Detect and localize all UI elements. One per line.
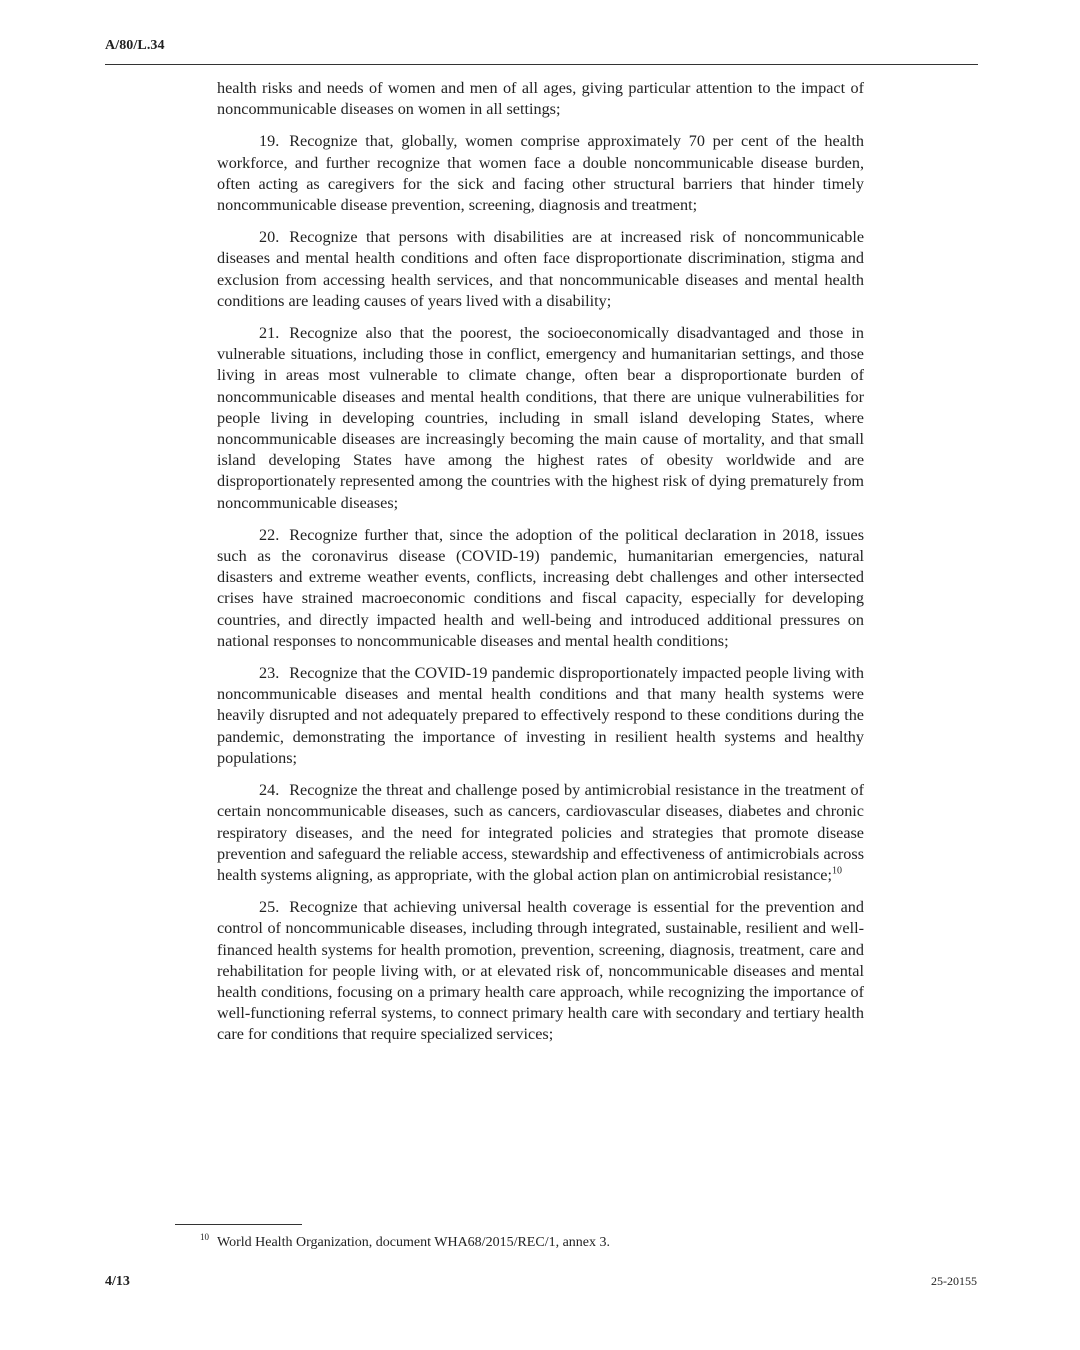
- footnote-reference[interactable]: 10: [831, 865, 842, 877]
- paragraph-number: 25.: [259, 898, 280, 917]
- paragraph-text: Recognize further that, since the adoption of the political declaration in 2018, issues such as the coronavirus disease (COVID-19) pandemic, humanitarian emergencies, natural disasters and extreme weather events, conflicts, increasing debt challenges and other intersected crises have strained macroeconomic conditions and fiscal capacity, especially for developing countries, and directly impacted health and well-being and introduced additional pressures on national responses to noncommunicable diseases and mental health conditions;: [217, 525, 864, 650]
- paragraph-number: 20.: [259, 228, 280, 247]
- paragraph-24: [217, 780, 864, 886]
- footnote: [200, 1234, 880, 1252]
- paragraph-23: [217, 663, 864, 769]
- paragraph-25: [217, 897, 864, 1045]
- paragraph-text: Recognize that achieving universal health coverage is essential for the prevention and control of noncommunicable diseases, including through integrated, sustainable, resilient and well-financed health systems for health promotion, prevention, screening, diagnosis, treatment, care and rehabilitation for people living with, or at elevated risk of, noncommunicable diseases and mental health conditions, focusing on a primary health care approach, while recognizing the importance of well-functioning referral systems, to connect primary health care with secondary and tertiary health care for conditions that require specialized services;: [217, 898, 864, 1044]
- job-number: 25-20155: [931, 1274, 977, 1288]
- paragraph-number: 22.: [259, 525, 280, 544]
- footnote-marker: 10: [200, 1232, 209, 1243]
- paragraph-20: [217, 227, 864, 312]
- paragraph-number: 24.: [259, 781, 280, 800]
- footnote-text: World Health Organization, document WHA68/2015/REC/1, annex 3.: [217, 1235, 611, 1250]
- paragraph-text: Recognize that, globally, women comprise approximately 70 per cent of the health workforce, and further recognize that women face a double noncommunicable disease burden, often acting as caregivers for the sick and facing other structural barriers that hinder timely noncommunicable disease prevention, screening, diagnosis and treatment;: [217, 132, 864, 215]
- header-rule: [105, 64, 978, 65]
- paragraph-21: [217, 323, 864, 514]
- lead-paragraph: health risks and needs of women and men of all ages, giving particular attention to the impact of noncommunicable diseases on women in all settings;: [217, 79, 864, 119]
- paragraph-number: 23.: [259, 664, 280, 683]
- paragraph-22: [217, 525, 864, 652]
- paragraph-number: 21.: [259, 324, 280, 343]
- document-symbol: A/80/L.34: [105, 38, 165, 53]
- paragraph-text: Recognize that persons with disabilities are at increased risk of noncommunicable diseases and mental health conditions and often face disproportionate discrimination, stigma and exclusion from accessing health services, and that noncommunicable diseases and mental health conditions are leading causes of years lived with a disability;: [217, 228, 864, 310]
- paragraph-text: Recognize the threat and challenge posed by antimicrobial resistance in the treatment of certain noncommunicable diseases, such as cancers, cardiovascular diseases, diabetes and chronic respiratory diseases, and the need for integrated policies and strategies that promote disease prevention and safeguard the reliable access, stewardship and effectiveness of antimicrobials across health systems aligning, as appropriate, with the global action plan on antimicrobial resistance;: [217, 781, 864, 884]
- paragraph-text: Recognize also that the poorest, the socioeconomically disadvantaged and those in vulnerable situations, including those in conflict, emergency and humanitarian settings, and those living in areas most vulnerable to climate change, often bear a disproportionate burden of noncommunicable diseases and mental health conditions, that there are unique vulnerabilities for people living in developing countries, including in small island developing States, where noncommunicable diseases are increasingly becoming the main cause of mortality, and that small island developing States have among the highest rates of obesity worldwide and are disproportionately represented among the countries with the highest risk of dying prematurely from noncommunicable diseases;: [217, 324, 864, 512]
- page-number: 4/13: [105, 1274, 130, 1289]
- paragraph-number: 19.: [259, 132, 280, 151]
- footnote-rule: [175, 1224, 302, 1225]
- paragraph-text: Recognize that the COVID-19 pandemic disproportionately impacted people living with noncommunicable diseases and mental health conditions and that many health systems were heavily disrupted and not adequately prepared to effectively respond to these conditions during the pandemic, demonstrating the importance of investing in resilient health systems and healthy populations;: [217, 664, 864, 767]
- document-body: [217, 78, 864, 1057]
- paragraph-19: [217, 131, 864, 216]
